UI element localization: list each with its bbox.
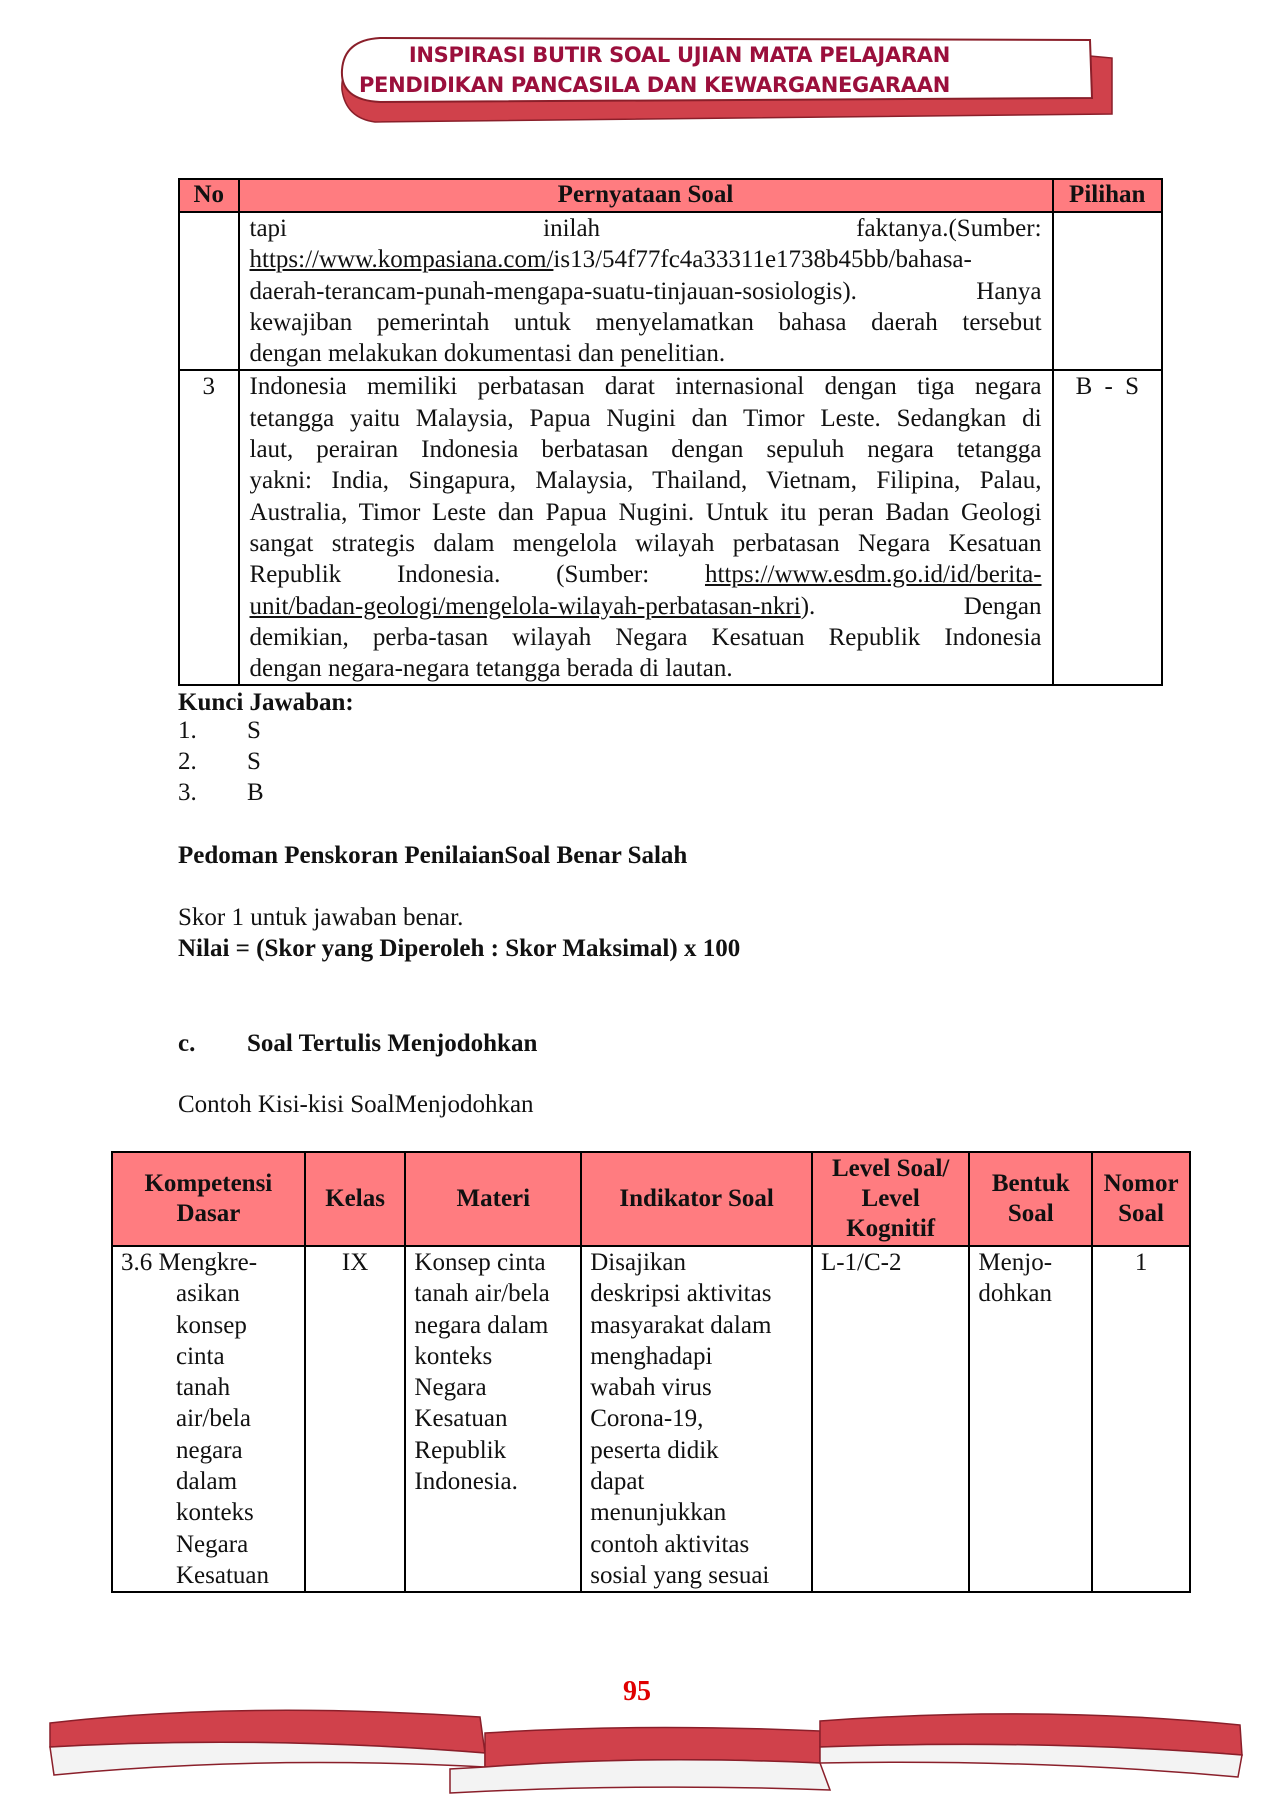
cell-line: Kesatuan [414, 1405, 508, 1433]
statement-text: Indonesia memiliki perbatasan darat internasional dengan tiga negara [249, 373, 1042, 401]
cell-line: Indonesia. [414, 1468, 518, 1496]
statement-text: sangat strategis dalam mengelola wilayah perbatasan Negara Kesatuan [249, 529, 1042, 557]
table-row [112, 1246, 1190, 1592]
header-line: Level [861, 1185, 920, 1212]
cell-line: konteks [414, 1342, 493, 1370]
cell-line: tanah [176, 1374, 231, 1402]
cell-line: Negara [176, 1530, 249, 1558]
statement-text: kewajiban pemerintah untuk menyelamatkan bahasa daerah tersebut [249, 308, 1042, 336]
cell-line: IX [341, 1249, 369, 1276]
header-line: Bentuk [991, 1170, 1070, 1197]
true-false-questions-table [178, 178, 1163, 686]
cell-line: 3.6 Mengkre- [121, 1249, 258, 1276]
statement-line [250, 403, 1042, 434]
statement-line [250, 653, 1042, 684]
answer-choice [1053, 212, 1162, 370]
statement-line [250, 371, 1042, 402]
matching-grid-table [111, 1151, 1191, 1593]
answer-choice: B - S [1053, 370, 1162, 685]
cell-materi [405, 1246, 581, 1592]
cell-indikator [581, 1246, 812, 1592]
column-header-indikator-soal [581, 1152, 812, 1246]
statement-line [250, 497, 1042, 528]
answer-value: S [247, 748, 261, 775]
section-letter: c. [178, 1030, 196, 1057]
cell-line: negara [176, 1436, 243, 1464]
question-statement [239, 370, 1053, 685]
cell-line: peserta didik [590, 1436, 719, 1464]
scoring-formula: Nilai = (Skor yang Diperoleh : Skor Maksimal) x 100 [178, 935, 741, 962]
answer-number: 2. [178, 748, 197, 775]
cell-line: air/bela [176, 1405, 251, 1433]
cell-line: Menjo- [978, 1249, 1053, 1276]
statement-line [250, 528, 1042, 559]
statement-text: is13/54f77fc4a33311e1738b45bb/bahasa- [553, 246, 972, 274]
statement-text: tapi inilah faktanya.(Sumber: [249, 215, 1042, 242]
statement-line [250, 244, 1042, 275]
cell-line: deskripsi aktivitas [590, 1280, 772, 1308]
statement-text: ). Dengan [800, 592, 1042, 620]
answer-value: B [247, 779, 264, 806]
statement-text: Republik Indonesia. (Sumber: [249, 561, 705, 589]
statement-text: dengan negara-negara tetangga berada di lautan. [249, 655, 733, 683]
statement-line [250, 307, 1042, 338]
footer-ribbon-graphic [40, 1705, 1250, 1795]
statement-text: daerah-terancam-punah-mengapa-suatu-tinjauan-sosiologis). Hanya [249, 277, 1042, 305]
cell-level [812, 1246, 969, 1592]
header-line: Level Soal/ [832, 1155, 950, 1182]
header-line: Kompetensi [144, 1170, 273, 1197]
header-title-line2: PENDIDIKAN PANCASILA DAN KEWARGANEGARAAN [358, 73, 950, 97]
statement-text: tetangga yaitu Malaysia, Papua Nugini dan Timor Leste. Sedangkan di [249, 404, 1042, 432]
cell-line: dalam [176, 1468, 238, 1496]
cell-nomor [1092, 1246, 1190, 1592]
column-header-no: No [179, 179, 239, 212]
statement-text: demikian, perba-tasan wilayah Negara Kesatuan Republik Indonesia [249, 623, 1042, 651]
statement-line [250, 559, 1042, 590]
cell-line: dohkan [978, 1280, 1053, 1308]
section-title: Soal Tertulis Menjodohkan [247, 1030, 538, 1057]
cell-line: Konsep cinta [414, 1249, 546, 1276]
column-header-bentuk-soal [969, 1152, 1092, 1246]
header-line: Kognitif [846, 1215, 936, 1242]
statement-line [250, 622, 1042, 653]
header-title-line1: INSPIRASI BUTIR SOAL UJIAN MATA PELAJARAN [408, 43, 950, 67]
cell-line: asikan [176, 1280, 240, 1308]
cell-bentuk [969, 1246, 1092, 1592]
cell-line: contoh aktivitas [590, 1530, 750, 1558]
statement-line [250, 276, 1042, 307]
header-line: Kelas [325, 1185, 385, 1212]
cell-line: Corona-19, [590, 1405, 704, 1433]
cell-line: cinta [176, 1342, 225, 1370]
cell-line: sosial yang sesuai [590, 1561, 770, 1589]
column-header-statement: Pernyataan Soal [239, 179, 1053, 212]
column-header-kompetensi-dasar [112, 1152, 305, 1246]
question-number: 3 [179, 370, 239, 685]
cell-line: konteks [176, 1499, 254, 1527]
header-line: Materi [456, 1185, 531, 1212]
statement-line [250, 591, 1042, 622]
source-link[interactable]: unit/badan-geologi/mengelola-wilayah-perbatasan-nkri [249, 592, 801, 620]
statement-text: laut, perairan Indonesia berbatasan dengan sepuluh negara tetangga [249, 436, 1042, 464]
source-link[interactable]: https://www.esdm.go.id/id/berita- [704, 561, 1042, 589]
cell-line: wabah virus [590, 1374, 712, 1402]
source-link[interactable]: https://www.kompasiana.com/ [249, 246, 554, 274]
table-header-row [112, 1152, 1190, 1246]
header-line: Nomor [1103, 1170, 1179, 1197]
column-header-nomor-soal [1092, 1152, 1190, 1246]
statement-text: yakni: India, Singapura, Malaysia, Thailand, Vietnam, Filipina, Palau, [249, 467, 1042, 495]
table-row [179, 212, 1162, 370]
cell-line: Disajikan [590, 1249, 687, 1276]
answer-number: 3. [178, 779, 197, 806]
column-header-materi [405, 1152, 581, 1246]
cell-line: menunjukkan [590, 1499, 727, 1527]
table-row [179, 370, 1162, 685]
statement-text: Australia, Timor Leste dan Papua Nugini. Untuk itu peran Badan Geologi [249, 498, 1042, 526]
cell-line: L-1/C-2 [820, 1249, 902, 1276]
cell-line: negara dalam [414, 1311, 549, 1339]
header-line: Dasar [176, 1200, 241, 1227]
column-header-level-kognitif [812, 1152, 969, 1246]
question-statement [239, 212, 1053, 370]
answer-key-title: Kunci Jawaban: [178, 689, 354, 716]
header-line: Soal [1118, 1200, 1164, 1227]
table-header-row [179, 179, 1162, 212]
cell-line: dapat [590, 1468, 645, 1496]
cell-line: tanah air/bela [414, 1280, 550, 1308]
column-header-kelas [305, 1152, 406, 1246]
cell-kelas [305, 1246, 406, 1592]
cell-line: Kesatuan [176, 1561, 270, 1589]
header-line: Indikator Soal [619, 1185, 774, 1212]
statement-line [250, 465, 1042, 496]
cell-line: masyarakat dalam [590, 1311, 772, 1339]
cell-line: 1 [1134, 1249, 1148, 1276]
statement-line [250, 338, 1042, 369]
statement-text: dengan melakukan dokumentasi dan penelitian. [249, 340, 726, 368]
column-header-choice: Pilihan [1053, 179, 1162, 212]
answer-value: S [247, 717, 261, 744]
scoring-title: Pedoman Penskoran PenilaianSoal Benar Salah [178, 842, 688, 869]
question-number [179, 212, 239, 370]
scoring-rule: Skor 1 untuk jawaban benar. [178, 904, 464, 931]
cell-line: menghadapi [590, 1342, 713, 1370]
answer-number: 1. [178, 717, 197, 744]
header-line: Soal [1007, 1200, 1054, 1227]
cell-kompetensi [112, 1246, 305, 1592]
cell-line: Republik [414, 1436, 507, 1464]
section-subtitle: Contoh Kisi-kisi SoalMenjodohkan [178, 1091, 534, 1118]
page-number: 95 [623, 1676, 651, 1707]
header-banner [330, 30, 1120, 130]
cell-line: Negara [414, 1374, 487, 1402]
statement-line [250, 434, 1042, 465]
statement-line [250, 213, 1042, 244]
cell-line: konsep [176, 1311, 247, 1339]
